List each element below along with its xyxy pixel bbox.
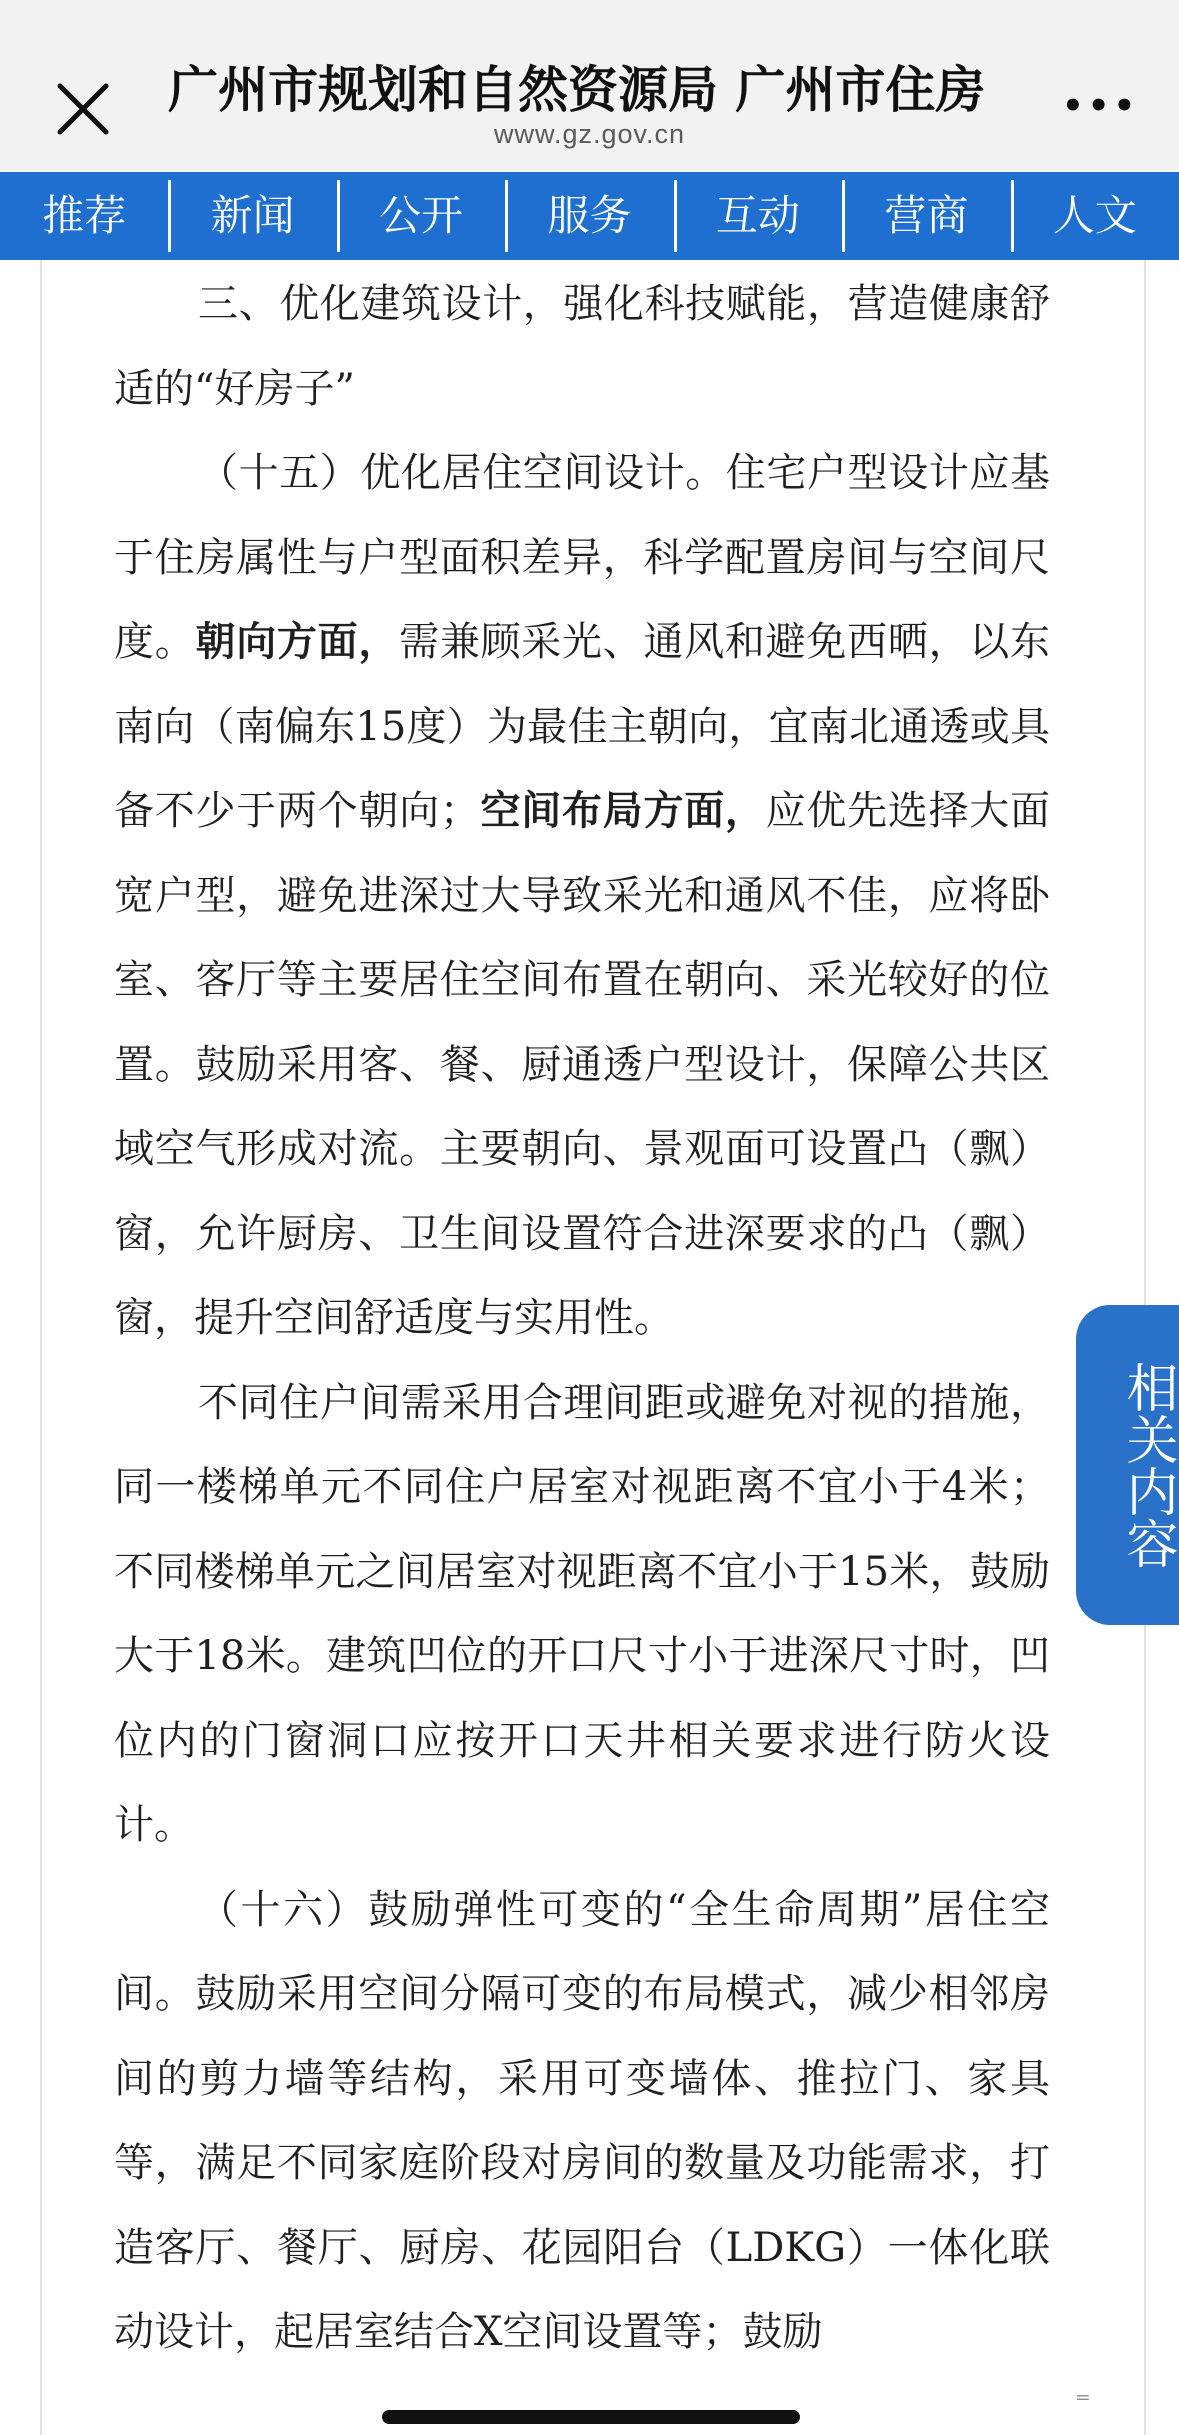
paragraph-text: 需兼顾采光、通风和避免西晒，以东南向（南偏东15度）为最佳主朝向，宜南北通透或具备不少于两个朝向； xyxy=(114,619,1051,834)
paragraph-16: （十六）鼓励弹性可变的“全生命周期”居住空间。鼓励采用空间分隔可变的布局模式，减少相邻房间的剪力墙等结构，采用可变墙体、推拉门、家具等，满足不同家庭阶段对房间的数量及功能需求，打造客厅、餐厅、厨房、花园阳台（LDKG）一体化联动设计，起居室结合X空间设置等；鼓励 xyxy=(114,1886,1050,2355)
page-title: 广州市规划和自然资源局 广州市住房 xyxy=(168,61,986,119)
nav-item-interaction[interactable]: 互动 xyxy=(674,172,842,260)
page-url: www.gz.gov.cn xyxy=(493,119,686,149)
nav-item-service[interactable]: 服务 xyxy=(505,172,673,260)
paragraph-text: （十五）优化居住空间设计。住宅户型设计应基于住房属性与户型面积差异，科学配置房间与空间尺度。 xyxy=(114,450,1050,665)
more-button[interactable] xyxy=(1062,80,1140,130)
paragraph-spacing: 不同住户间需采用合理间距或避免对视的措施，同一楼梯单元不同住户居室对视距离不宜小于4米；不同楼梯单元之间居室对视距离不宜小于15米，鼓励大于18米。建筑凹位的开口尺寸小于进深尺寸时，凹位内的门窗洞口应按开口天井相关要求进行防火设计。 xyxy=(114,1379,1050,1848)
section-heading: 三、优化建筑设计，强化科技赋能，营造健康舒适的“好房子” xyxy=(114,281,1050,412)
nav-item-recommend[interactable]: 推荐 xyxy=(42,191,127,240)
more-icon: ••• xyxy=(1062,86,1140,126)
bold-keyword-layout: 空间布局方面， xyxy=(479,788,766,834)
nav-item-news[interactable]: 新闻 xyxy=(168,172,336,260)
article-body xyxy=(114,262,1050,2375)
home-indicator[interactable] xyxy=(382,2410,800,2424)
channel-nav xyxy=(0,172,1179,260)
nav-item-business[interactable]: 营商 xyxy=(842,172,1010,260)
browser-header xyxy=(0,0,1179,172)
paragraph-text: 应优先选择大面宽户型，避免进深过大导致采光和通风不佳，应将卧室、客厅等主要居住空间布置在朝向、采光较好的位置。鼓励采用客、餐、厨通透户型设计，保障公共区域空气形成对流。主要朝向、景观面可设置凸（飘）窗，允许厨房、卫生间设置符合进深要求的凸（飘）窗，提升空间舒适度与实用性。 xyxy=(114,788,1051,1341)
corner-watermark: ⁼ xyxy=(1075,2386,1091,2421)
paragraph-15 xyxy=(114,431,1050,1361)
related-content-label: 相关内容 xyxy=(1117,1361,1177,1569)
nav-item-public[interactable]: 公开 xyxy=(337,172,505,260)
nav-item-culture[interactable]: 人文 xyxy=(1011,172,1179,260)
bold-keyword-orientation: 朝向方面， xyxy=(195,619,400,665)
related-content-tab[interactable] xyxy=(1076,1305,1179,1625)
